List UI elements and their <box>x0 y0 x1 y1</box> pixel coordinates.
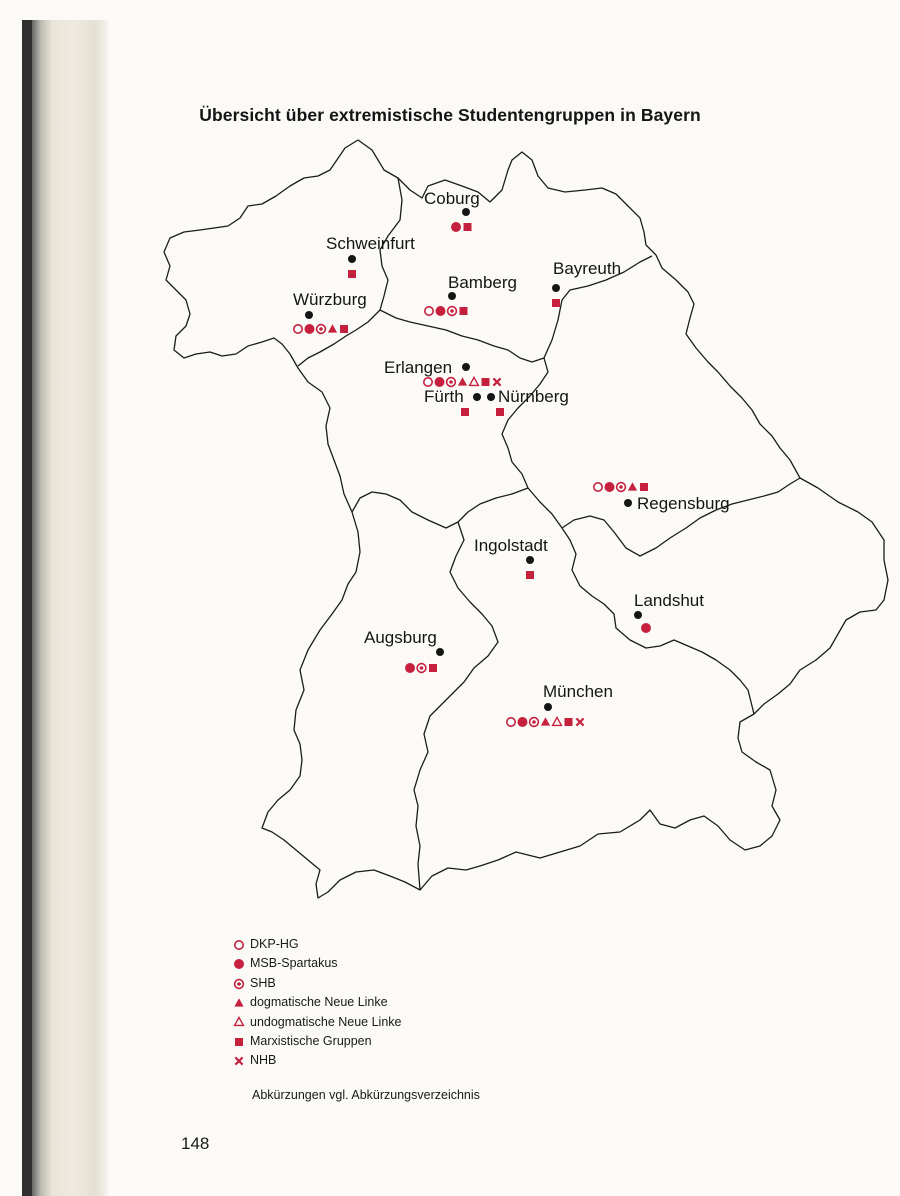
group-symbols-regensburg <box>594 482 648 492</box>
group-symbols-augsburg <box>405 663 437 673</box>
marxistische-gruppen-icon <box>640 483 648 491</box>
city-label-nuernberg: Nürnberg <box>498 387 569 406</box>
msb-spartakus-icon <box>605 482 615 492</box>
nhb-icon <box>576 718 583 725</box>
group-symbols-erlangen <box>424 377 501 387</box>
city-dot <box>526 556 534 564</box>
legend-item: SHB <box>232 974 402 993</box>
city-label-muenchen: München <box>543 682 613 701</box>
msb-spartakus-icon <box>451 222 461 232</box>
marxistische-gruppen-icon <box>460 307 468 315</box>
page-number: 148 <box>181 1134 210 1153</box>
legend-item: MSB-Spartakus <box>232 954 402 973</box>
dogmatische-neue-linke-icon <box>628 482 637 490</box>
city-label-schweinfurt: Schweinfurt <box>326 234 415 253</box>
msb-spartakus-icon <box>405 663 415 673</box>
city-dot <box>448 292 456 300</box>
marxistische-gruppen-icon <box>565 718 573 726</box>
city-dot <box>462 363 470 371</box>
open-circle-icon <box>232 938 246 952</box>
shb-icon <box>617 483 626 492</box>
marxistische-gruppen-icon <box>461 408 469 416</box>
filled-circle-icon <box>232 957 246 971</box>
city-label-coburg: Coburg <box>424 189 480 208</box>
shb-icon <box>317 325 326 334</box>
shb-icon <box>447 378 456 387</box>
undogmatische-neue-linke-icon <box>470 377 479 385</box>
group-symbols-wuerzburg <box>294 324 348 334</box>
dkp-hg-icon <box>424 378 432 386</box>
marxistische-gruppen-icon <box>464 223 472 231</box>
group-symbols-muenchen <box>507 717 584 727</box>
msb-spartakus-icon <box>305 324 315 334</box>
page-title: Übersicht über extremistische Studentengruppen in Bayern <box>199 105 701 125</box>
group-symbols-landshut <box>641 623 651 633</box>
cross-icon <box>232 1054 246 1068</box>
shb-icon <box>448 307 457 316</box>
nhb-icon <box>493 378 500 385</box>
msb-spartakus-icon <box>436 306 446 316</box>
group-symbols-coburg <box>451 222 472 232</box>
undogmatische-neue-linke-icon <box>553 717 562 725</box>
city-dot <box>348 255 356 263</box>
filled-square-icon <box>232 1035 246 1049</box>
city-label-wuerzburg: Würzburg <box>293 290 367 309</box>
msb-spartakus-icon <box>518 717 528 727</box>
shb-icon <box>530 718 539 727</box>
city-dot <box>436 648 444 656</box>
city-label-erlangen: Erlangen <box>384 358 453 377</box>
dkp-hg-icon <box>425 307 433 315</box>
city-label-ingolstadt: Ingolstadt <box>474 536 548 555</box>
city-dot <box>487 393 495 401</box>
group-symbols-bayreuth <box>552 299 560 307</box>
map-legend <box>232 935 402 1071</box>
group-symbols-nuernberg <box>496 408 504 416</box>
group-symbols-bamberg <box>425 306 468 316</box>
group-symbols-ingolstadt <box>526 571 534 579</box>
group-symbols-fuerth <box>461 408 469 416</box>
region-borders <box>164 140 888 898</box>
legend-item: DKP-HG <box>232 935 402 954</box>
marxistische-gruppen-icon <box>552 299 560 307</box>
filled-triangle-icon <box>232 996 246 1010</box>
city-label-bayreuth: Bayreuth <box>553 259 622 278</box>
marxistische-gruppen-icon <box>526 571 534 579</box>
city-dot <box>552 284 560 292</box>
msb-spartakus-icon <box>641 623 651 633</box>
city-dot <box>634 611 642 619</box>
marxistische-gruppen-icon <box>496 408 504 416</box>
legend-item: dogmatische Neue Linke <box>232 993 402 1012</box>
msb-spartakus-icon <box>435 377 445 387</box>
dkp-hg-icon <box>294 325 302 333</box>
shb-icon <box>417 664 426 673</box>
group-symbols-schweinfurt <box>348 270 356 278</box>
city-dot <box>462 208 470 216</box>
marxistische-gruppen-icon <box>482 378 490 386</box>
city-label-regensburg: Regensburg <box>637 494 730 513</box>
dkp-hg-icon <box>594 483 602 491</box>
city-label-bamberg: Bamberg <box>448 273 517 292</box>
city-dot <box>624 499 632 507</box>
ring-dot-icon <box>232 977 246 991</box>
dogmatische-neue-linke-icon <box>328 324 337 332</box>
city-label-fuerth: Fürth <box>424 387 464 406</box>
state-outline <box>164 140 888 898</box>
city-dot <box>544 703 552 711</box>
city-label-augsburg: Augsburg <box>364 628 437 647</box>
dogmatische-neue-linke-icon <box>458 377 467 385</box>
city-dot <box>305 311 313 319</box>
marxistische-gruppen-icon <box>340 325 348 333</box>
abbreviation-note: Abkürzungen vgl. Abkürzungsverzeichnis <box>252 1088 480 1102</box>
marxistische-gruppen-icon <box>348 270 356 278</box>
dkp-hg-icon <box>507 718 515 726</box>
legend-item: undogmatische Neue Linke <box>232 1013 402 1032</box>
marxistische-gruppen-icon <box>429 664 437 672</box>
city-dot <box>473 393 481 401</box>
city-label-landshut: Landshut <box>634 591 704 610</box>
dogmatische-neue-linke-icon <box>541 717 550 725</box>
open-triangle-icon <box>232 1015 246 1029</box>
legend-item: NHB <box>232 1051 402 1070</box>
legend-item: Marxistische Gruppen <box>232 1032 402 1051</box>
